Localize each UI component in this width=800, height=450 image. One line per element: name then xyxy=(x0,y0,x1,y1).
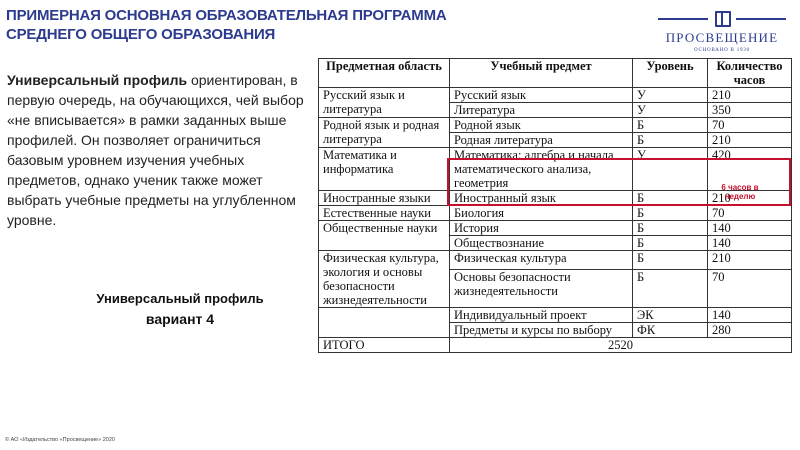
hours-cell: 140 xyxy=(708,236,792,251)
hours-cell: 140 xyxy=(708,308,792,323)
table-row xyxy=(319,206,792,221)
level-cell: Б xyxy=(633,251,708,270)
logo-rule-right xyxy=(736,18,786,20)
subject-cell: Биология xyxy=(450,206,633,221)
book-emblem-icon xyxy=(715,11,731,27)
header-level: Уровень xyxy=(633,59,708,88)
subject-cell: Родная литература xyxy=(450,133,633,148)
title-line-2: СРЕДНЕГО ОБЩЕГО ОБРАЗОВАНИЯ xyxy=(6,26,276,43)
hours-cell: 70 xyxy=(708,270,792,308)
header-area: Предметная область xyxy=(319,59,450,88)
level-cell: Б xyxy=(633,191,708,206)
subject-cell: Родной язык xyxy=(450,118,633,133)
table-header-row xyxy=(319,59,792,88)
subject-cell: Основы безопасности жизнедеятельности xyxy=(450,270,633,308)
subject-cell: История xyxy=(450,221,633,236)
level-cell: Б xyxy=(633,206,708,221)
hours-cell: 140 xyxy=(708,221,792,236)
subject-cell: Математика: алгебра и начала математического анализа, геометрия xyxy=(450,148,633,191)
level-cell: У xyxy=(633,103,708,118)
table-row xyxy=(319,118,792,133)
title-line-1: ПРИМЕРНАЯ ОСНОВНАЯ ОБРАЗОВАТЕЛЬНАЯ ПРОГРАММА xyxy=(6,7,447,24)
area-cell: Естественные науки xyxy=(319,206,450,221)
intro-text: ориентирован, в первую очередь, на обучающихся, чей выбор «не вписывается» в рамки заданных выше профилей. Он позволяет ограничиться базовым уровнем изучения учебных предметов, однако ученик также может выбрать учебные предметы на углубленном уровне. xyxy=(7,72,304,228)
profile-caption xyxy=(60,290,300,330)
intro-bold: Универсальный профиль xyxy=(7,72,188,88)
hours-cell: 280 xyxy=(708,323,792,338)
subject-cell: Предметы и курсы по выбору xyxy=(450,323,633,338)
subject-cell: Обществознание xyxy=(450,236,633,251)
subject-cell: Иностранный язык xyxy=(450,191,633,206)
publisher-logo xyxy=(656,8,786,60)
table-row xyxy=(319,221,792,236)
profile-line-2: вариант 4 xyxy=(145,311,215,327)
hours-cell: 70 xyxy=(708,206,792,221)
subject-cell: Физическая культура xyxy=(450,251,633,270)
subject-cell: Русский язык xyxy=(450,88,633,103)
level-cell: У xyxy=(633,88,708,103)
area-cell xyxy=(319,308,450,338)
hours-cell: 350 xyxy=(708,103,792,118)
level-cell: Б xyxy=(633,133,708,148)
hours-cell: 210 xyxy=(708,251,792,270)
hours-cell: 210 xyxy=(708,191,792,206)
hours-cell: 210 xyxy=(708,133,792,148)
hours-cell: 70 xyxy=(708,118,792,133)
intro-paragraph xyxy=(7,70,317,230)
area-cell: Математика и информатика xyxy=(319,148,450,191)
level-cell: ЭК xyxy=(633,308,708,323)
area-cell: Физическая культура, экология и основы безопасности жизнедеятельности xyxy=(319,251,450,308)
profile-line-1: Универсальный профиль xyxy=(96,291,264,306)
copyright: © АО «Издательство «Просвещение» 2020 xyxy=(5,437,115,443)
table-row xyxy=(319,308,792,323)
level-cell: У xyxy=(633,148,708,191)
logo-rule-left xyxy=(658,18,708,20)
hours-cell: 210 xyxy=(708,88,792,103)
level-cell: Б xyxy=(633,118,708,133)
level-cell: Б xyxy=(633,236,708,251)
hours-per-week-note: 6 часов в неделю xyxy=(721,183,759,201)
total-hours: 2520 xyxy=(450,338,792,353)
area-cell: Родной язык и родная литература xyxy=(319,118,450,148)
logo-name: ПРОСВЕЩЕНИЕ xyxy=(665,30,779,45)
level-cell: Б xyxy=(633,270,708,308)
area-cell: Иностранные языки xyxy=(319,191,450,206)
table-row xyxy=(319,251,792,270)
area-cell: Русский язык и литература xyxy=(319,88,450,118)
table-row xyxy=(319,88,792,103)
level-cell: ФК xyxy=(633,323,708,338)
slide-title xyxy=(6,6,506,44)
logo-since: ОСНОВАНО В 1930 xyxy=(694,48,750,53)
header-subject: Учебный предмет xyxy=(450,59,633,88)
total-label: ИТОГО xyxy=(319,338,450,353)
total-row xyxy=(319,338,792,353)
subject-cell: Индивидуальный проект xyxy=(450,308,633,323)
level-cell: Б xyxy=(633,221,708,236)
hours-cell: 420 xyxy=(708,148,792,191)
subject-cell: Литература xyxy=(450,103,633,118)
header-hours: Количество часов xyxy=(708,59,792,88)
area-cell: Общественные науки xyxy=(319,221,450,251)
